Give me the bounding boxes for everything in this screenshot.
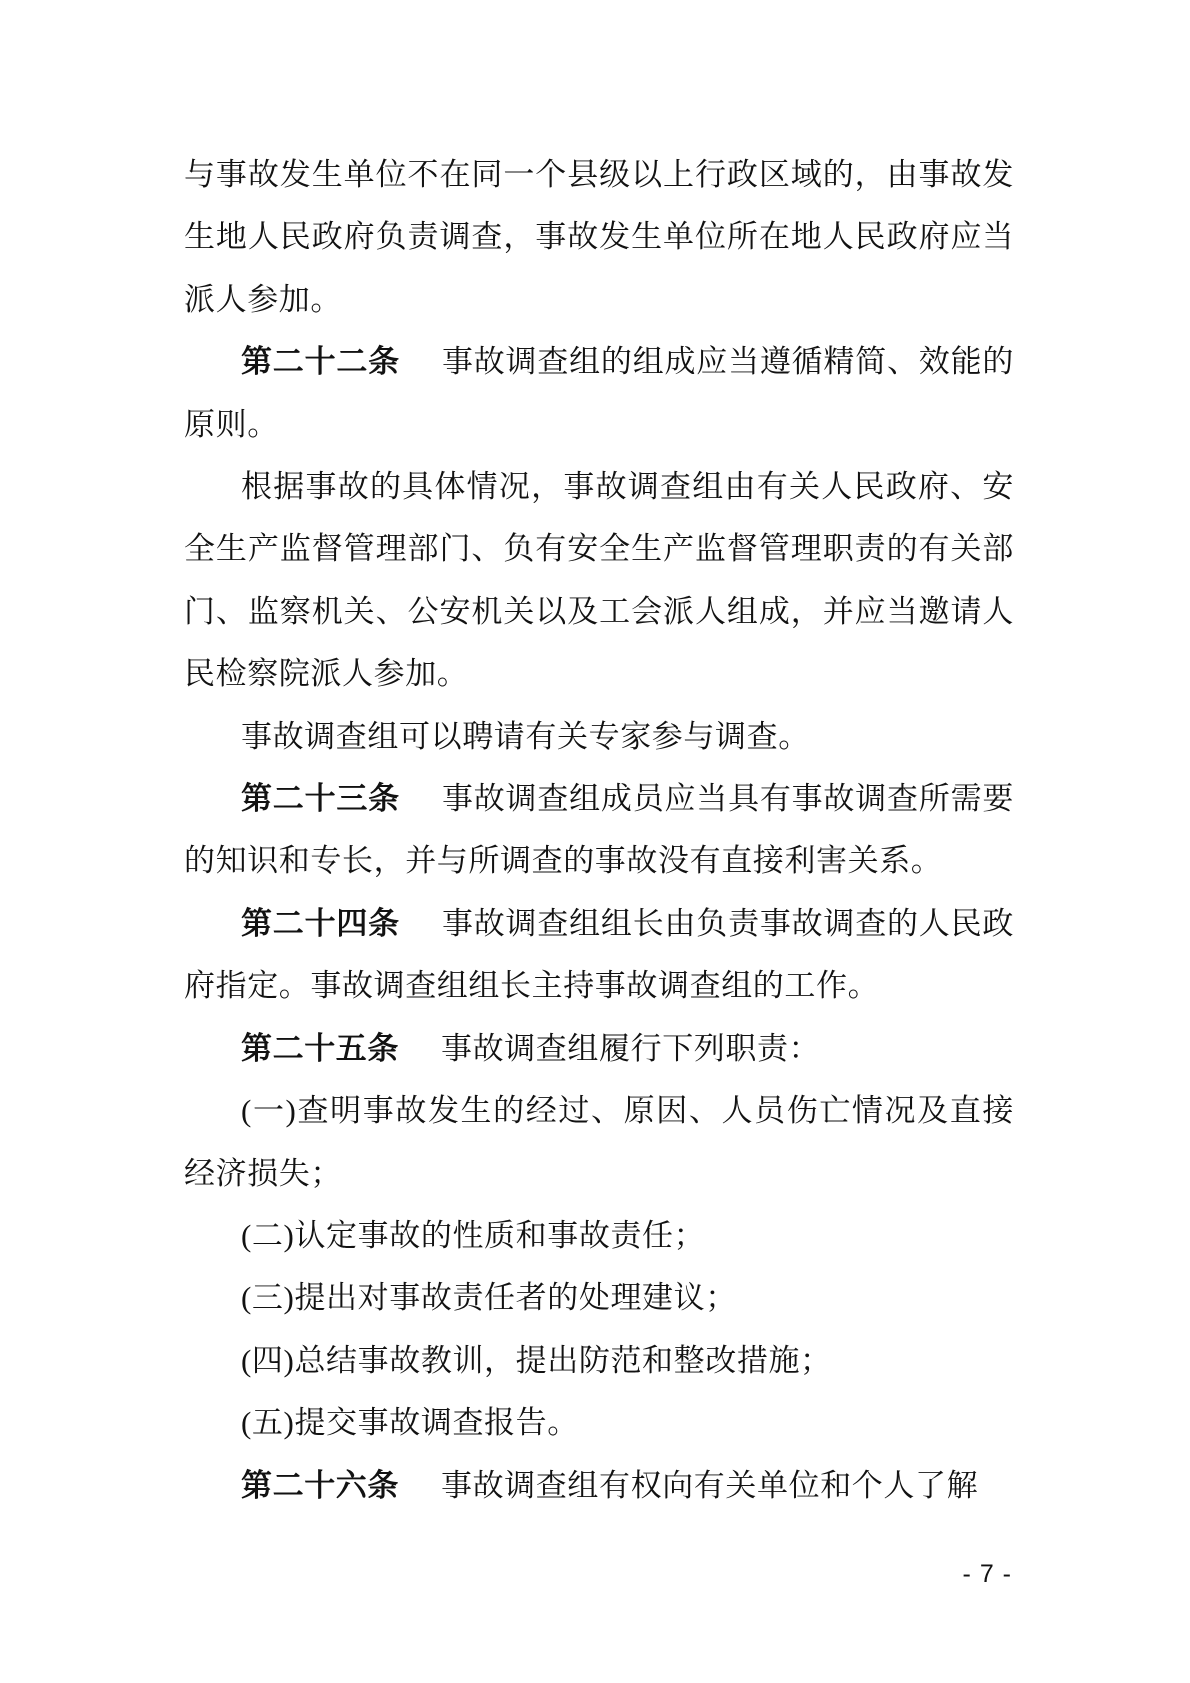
paragraph-text: (一)查明事故发生的经过、原因、人员伤亡情况及直接经济损失； [184,1093,1014,1191]
article-number: 第二十三条 [241,781,400,817]
paragraph-text: 事故调查组组长由负责事故调查的人民政府指定。事故调查组组长主持事故调查组的工作。 [184,905,1014,1004]
body-paragraph [184,1080,1014,1205]
article-number: 第二十四条 [241,905,400,941]
page-number: - 7 - [962,1560,1012,1588]
paragraph-text: (二)认定事故的性质和事故责任； [241,1217,706,1253]
paragraph-text: 事故调查组履行下列职责： [441,1030,821,1066]
body-paragraph [184,144,1014,331]
paragraph-text: 根据事故的具体情况，事故调查组由有关人民政府、安全生产监督管理部门、负有安全生产监督管理职责的有关部门、监察机关、公安机关以及工会派人组成，并应当邀请人民检察院派人参加。 [184,469,1014,692]
paragraph-text: 事故调查组有权向有关单位和个人了解 [441,1467,979,1503]
paragraph-text: 与事故发生单位不在同一个县级以上行政区域的，由事故发生地人民政府负责调查，事故发生单位所在地人民政府应当派人参加。 [184,157,1014,317]
paragraph-text: 事故调查组可以聘请有关专家参与调查。 [241,718,810,754]
article-paragraph [184,768,1014,893]
article-number: 第二十五条 [241,1030,399,1066]
paragraph-text: 事故调查组成员应当具有事故调查所需要的知识和专长，并与所调查的事故没有直接利害关系。 [184,781,1014,879]
article-number: 第二十二条 [241,344,400,380]
article-paragraph [184,1018,1014,1080]
article-paragraph [184,893,1014,1018]
body-paragraph [184,1267,1014,1329]
body-paragraph [184,1205,1014,1267]
article-number: 第二十六条 [241,1467,399,1503]
paragraph-text: (五)提交事故调查报告。 [241,1405,579,1441]
paragraph-text: (三)提出对事故责任者的处理建议； [241,1280,737,1316]
body-paragraph [184,706,1014,768]
body-paragraph [184,1330,1014,1392]
document-body [184,144,1014,1517]
article-paragraph [184,331,1014,456]
paragraph-text: (四)总结事故教训，提出防范和整改措施； [241,1342,832,1378]
article-paragraph [184,1455,1014,1517]
body-paragraph [184,1392,1014,1454]
paragraph-text: 事故调查组的组成应当遵循精简、效能的原则。 [184,344,1014,442]
body-paragraph [184,456,1014,706]
